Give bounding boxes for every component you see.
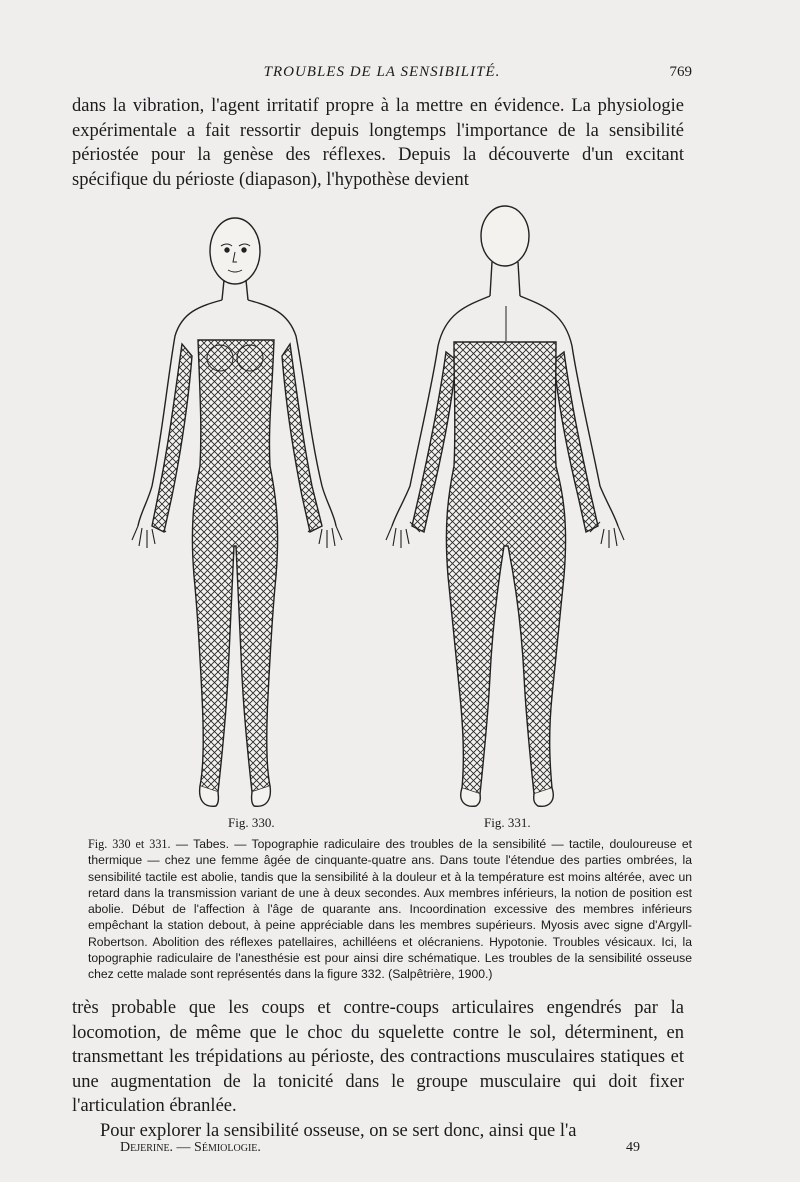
running-title: TROUBLES DE LA SENSIBILITÉ.: [263, 64, 501, 80]
page-number: 769: [669, 64, 692, 80]
page-footer: [120, 1140, 640, 1160]
back-figure: [386, 206, 624, 806]
figure-label-331: Fig. 331.: [484, 815, 531, 830]
body-paragraph-bottom-text: très probable que les coups et contre-coups articulaires engendrés par la locomotion, de même que le choc du squelette contre le sol, déterminent, en transmettant les trépidations au périoste, des contractions musculaires statiques et une augmentation de la tonicité dans le groupe musculaire qui doit fixer l'articulation ébranlée.: [72, 998, 684, 1116]
figure-caption: [88, 836, 692, 983]
caption-figure-ref: Fig. 330 et 331.: [88, 837, 171, 851]
body-paragraph-bottom: [72, 996, 684, 1143]
figure-label-330: Fig. 330.: [228, 815, 275, 830]
caption-text: — Tabes. — Topographie radiculaire des troubles de la sensibilité — tactile, douloureuse et thermique — chez une femme âgée de cinquante-quatre ans. Dans toute l'étendue des parties ombrées, la sensibilité tactile est abolie, tandis que la sensibilité à la douleur et à la température est moins altérée, avec un retard dans la transmission variant de une à deux secondes. Aux membres inférieurs, la notion de position est abolie. Début de l'affection à l'âge de quarante ans. Incoordination excessive des membres inférieurs empêchant la station debout, à peine appréciable dans les membres supérieurs. Myosis avec signe d'Argyll-Robertson. Abolition des réflexes patellaires, achilléens et olécraniens. Hypotonie. Troubles vésicaux. Ici, la topographie radiculaire de l'anesthésie est pour ainsi dire schématique. Les troubles de la sensibilité osseuse chez cette malade sont représentés dans la figure 332. (Salpêtrière, 1900.): [88, 837, 692, 982]
body-paragraph-next: Pour explorer la sensibilité osseuse, on se sert donc, ainsi que l'a: [100, 1120, 577, 1141]
running-head: [72, 64, 692, 86]
front-figure: [132, 218, 342, 806]
figure-illustration: [120, 196, 660, 816]
footer-signature: 49: [626, 1140, 640, 1155]
body-paragraph-top: dans la vibration, l'agent irritatif propre à la mettre en évidence. La physiologie expérimentale a fait ressortir depuis longtemps l'importance de la sensibilité périostée pour la genèse des réflexes. Depuis la découverte d'un excitant spécifique du périoste (diapason), l'hypothèse devient: [72, 96, 684, 190]
footer-author: Dejerine. — Sémiologie.: [120, 1140, 261, 1155]
anesthesia-body-diagram: [120, 196, 660, 816]
